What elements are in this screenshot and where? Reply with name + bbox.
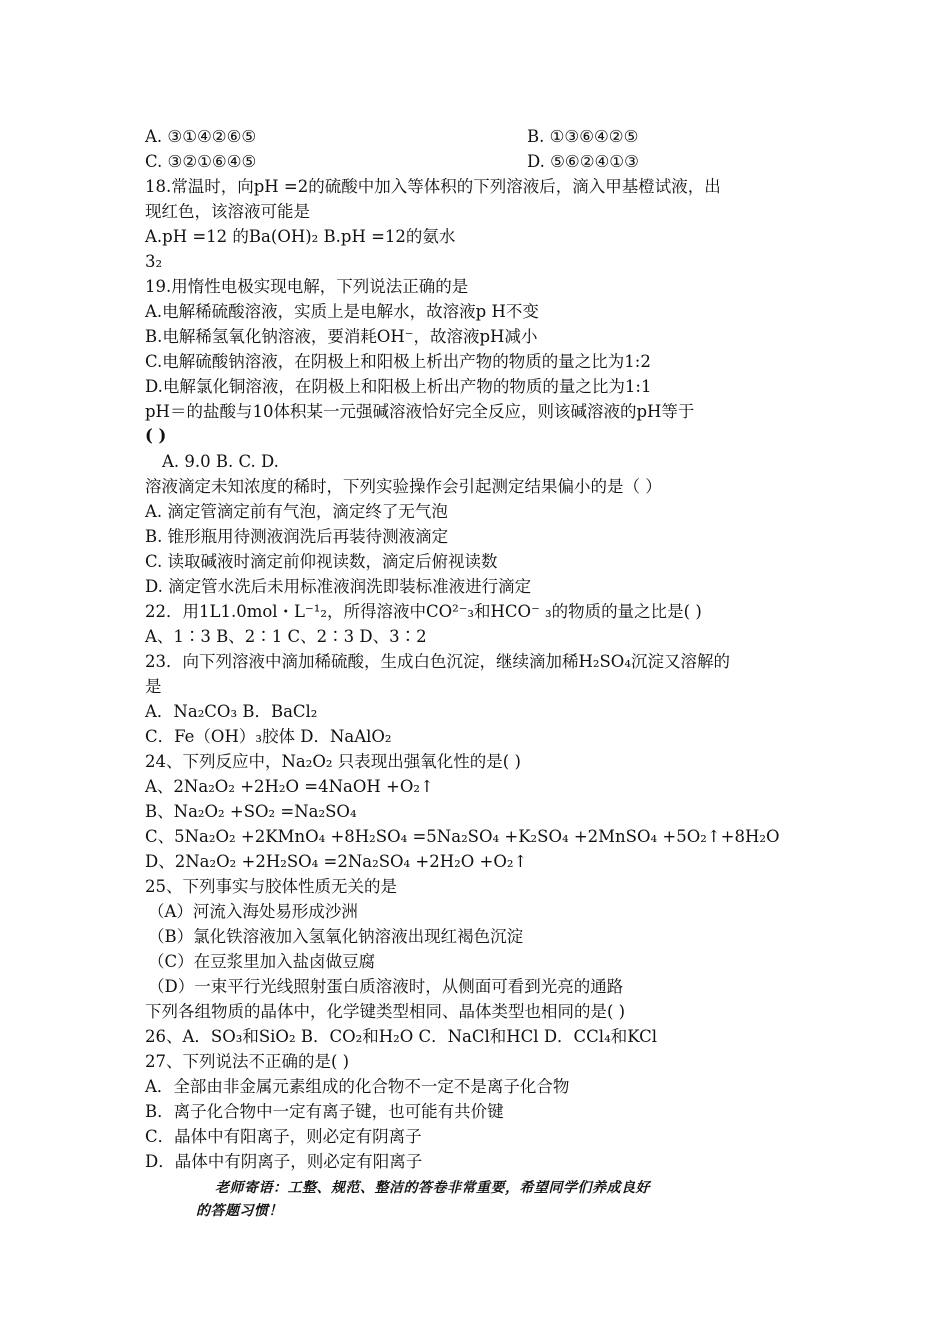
q17-option-b: B. ①③⑥④②⑤ [527, 127, 639, 146]
q21-option-c: C. 读取碱液时滴定前仰视读数，滴定后俯视读数 [145, 552, 498, 571]
q18-stem-line2: 现红色，该溶液可能是 [145, 202, 310, 221]
q25-option-a: （A）河流入海处易形成沙洲 [148, 902, 358, 921]
q20-answer-paren: ( ) [145, 426, 167, 445]
q27-option-a: A．全部由非金属元素组成的化合物不一定不是离子化合物 [145, 1077, 570, 1096]
q22-options: A、1∶3 B、2∶1 C、2∶3 D、3∶2 [145, 627, 427, 646]
q17-option-a: A. ③①④②⑥⑤ [145, 127, 257, 146]
teacher-note-line2: 的答题习惯！ [196, 1203, 283, 1219]
q25-option-b: （B）氯化铁溶液加入氢氧化钠溶液出现红褐色沉淀 [148, 927, 524, 946]
q21-stem: 溶液滴定未知浓度的稀时，下列实验操作会引起测定结果偏小的是（ ） [145, 477, 662, 496]
q21-option-a: A. 滴定管滴定前有气泡，滴定终了无气泡 [145, 502, 448, 521]
q27-stem: 27、下列说法不正确的是( ) [145, 1052, 350, 1071]
q21-option-b: B. 锥形瓶用待测液润洗后再装待测液滴定 [145, 527, 449, 546]
q20-options: A. 9.0 B. C. D. [162, 452, 279, 471]
q18-fragment: 3₂ [145, 252, 163, 271]
q20-stem: pH＝的盐酸与10体积某一元强碱溶液恰好完全反应，则该碱溶液的pH等于 [145, 402, 695, 421]
q26-options: 26、A．SO₃和SiO₂ B．CO₂和H₂O C．NaCl和HCl D．CCl₄和KCl [145, 1027, 657, 1046]
q24-option-b: B、Na₂O₂ +SO₂ =Na₂SO₄ [145, 802, 357, 821]
q18-stem-line1: 18.常温时，向pH =2的硫酸中加入等体积的下列溶液后，滴入甲基橙试液，出 [145, 177, 721, 196]
q27-option-b: B．离子化合物中一定有离子键，也可能有共价键 [145, 1102, 504, 1121]
q23-options-ab: A．Na₂CO₃ B．BaCl₂ [145, 702, 318, 721]
q21-option-d: D. 滴定管水洗后未用标准液润洗即装标准液进行滴定 [145, 577, 532, 596]
q19-option-c: C.电解硫酸钠溶液，在阴极上和阳极上析出产物的物质的量之比为1:2 [145, 352, 651, 371]
q25-option-d: （D）一束平行光线照射蛋白质溶液时，从侧面可看到光亮的通路 [148, 977, 624, 996]
q26-stem: 下列各组物质的晶体中，化学键类型相同、晶体类型也相同的是( ) [145, 1002, 626, 1021]
q27-option-c: C．晶体中有阳离子，则必定有阴离子 [145, 1127, 422, 1146]
q27-option-d: D．晶体中有阴离子，则必定有阳离子 [145, 1152, 423, 1171]
q19-option-a: A.电解稀硫酸溶液，实质上是电解水，故溶液p H不变 [145, 302, 539, 321]
q23-stem-line2: 是 [145, 677, 162, 696]
q24-option-d: D、2Na₂O₂ +2H₂SO₄ =2Na₂SO₄ +2H₂O +O₂↑ [145, 852, 528, 871]
teacher-note-line1: 老师寄语：工整、规范、整洁的答卷非常重要，希望同学们养成良好 [215, 1180, 650, 1196]
q24-stem: 24、下列反应中，Na₂O₂ 只表现出强氧化性的是( ) [145, 752, 521, 771]
q25-stem: 25、下列事实与胶体性质无关的是 [145, 877, 397, 896]
q17-option-c: C. ③②①⑥④⑤ [145, 152, 257, 171]
q17-option-d: D. ⑤⑥②④①③ [527, 152, 639, 171]
q19-stem: 19.用惰性电极实现电解，下列说法正确的是 [145, 277, 469, 296]
q19-option-d: D.电解氯化铜溶液，在阴极上和阳极上析出产物的物质的量之比为1:1 [145, 377, 652, 396]
q19-option-b: B.电解稀氢氧化钠溶液，要消耗OH⁻，故溶液pH减小 [145, 327, 538, 346]
q25-option-c: （C）在豆浆里加入盐卤做豆腐 [148, 952, 376, 971]
q24-option-a: A、2Na₂O₂ +2H₂O =4NaOH +O₂↑ [145, 777, 434, 796]
q23-stem-line1: 23．向下列溶液中滴加稀硫酸，生成白色沉淀，继续滴加稀H₂SO₄沉淀又溶解的 [145, 652, 730, 671]
q18-options: A.pH =12 的Ba(OH)₂ B.pH =12的氨水 [145, 227, 456, 246]
q22-stem: 22．用1L1.0mol・L⁻¹₂，所得溶液中CO²⁻₃和HCO⁻ ₃的物质的量之比是( ) [145, 602, 702, 621]
q23-options-cd: C．Fe（OH）₃胶体 D．NaAlO₂ [145, 727, 392, 746]
q24-option-c: C、5Na₂O₂ +2KMnO₄ +8H₂SO₄ =5Na₂SO₄ +K₂SO₄ +2MnSO₄ +5O₂↑+8H₂O [145, 827, 780, 846]
